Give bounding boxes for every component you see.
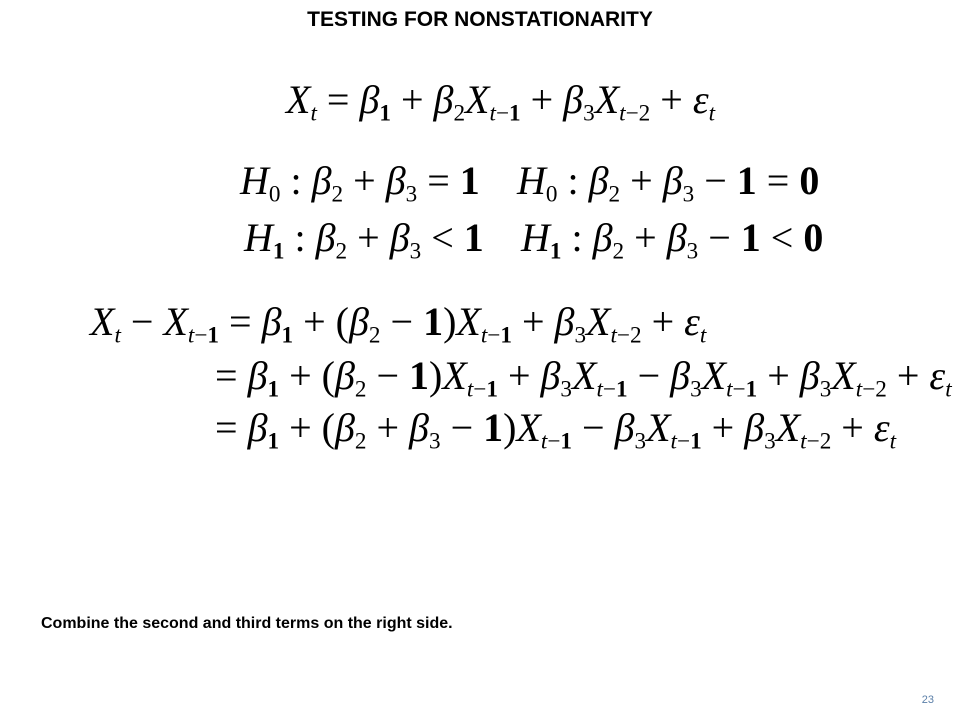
derivation-line-1: $X_t - X_{t-1} = \beta_1 + (\beta_2 - 1)X_{t-1} + \beta_3X_{t-2} + \varepsilon_t$ <box>90 299 707 349</box>
model-equation: $X_t = \beta_1 + \beta_2X_{t-1} + \beta_3X_{t-2} + \varepsilon_t$ <box>286 77 716 127</box>
slide-number: 23 <box>921 694 934 706</box>
slide-title: TESTING FOR NONSTATIONARITY <box>307 8 653 31</box>
alternative-hypothesis-right: $H_1$ : $\beta_2 + \beta_3 - 1 < 0$ <box>521 215 824 265</box>
derivation-line-3: = $\beta_1 + (\beta_2 + \beta_3 - 1)X_{t-1} - \beta_3X_{t-1} + \beta_3X_{t-2} + \varepsilon_t$ <box>215 405 897 455</box>
null-hypothesis-right: $H_0$ : $\beta_2 + \beta_3 - 1 = 0$ <box>517 158 820 208</box>
derivation-line-2: = $\beta_1 + (\beta_2 - 1)X_{t-1} + \beta_3X_{t-1} - \beta_3X_{t-1} + \beta_3X_{t-2} + \varepsilon_t$ <box>215 353 952 403</box>
alternative-hypothesis-left: $H_1$ : $\beta_2 + \beta_3 < 1$ <box>244 215 484 265</box>
slide-caption: Combine the second and third terms on the right side. <box>41 615 453 632</box>
null-hypothesis-left: $H_0$ : $\beta_2 + \beta_3 = 1$ <box>240 158 480 208</box>
